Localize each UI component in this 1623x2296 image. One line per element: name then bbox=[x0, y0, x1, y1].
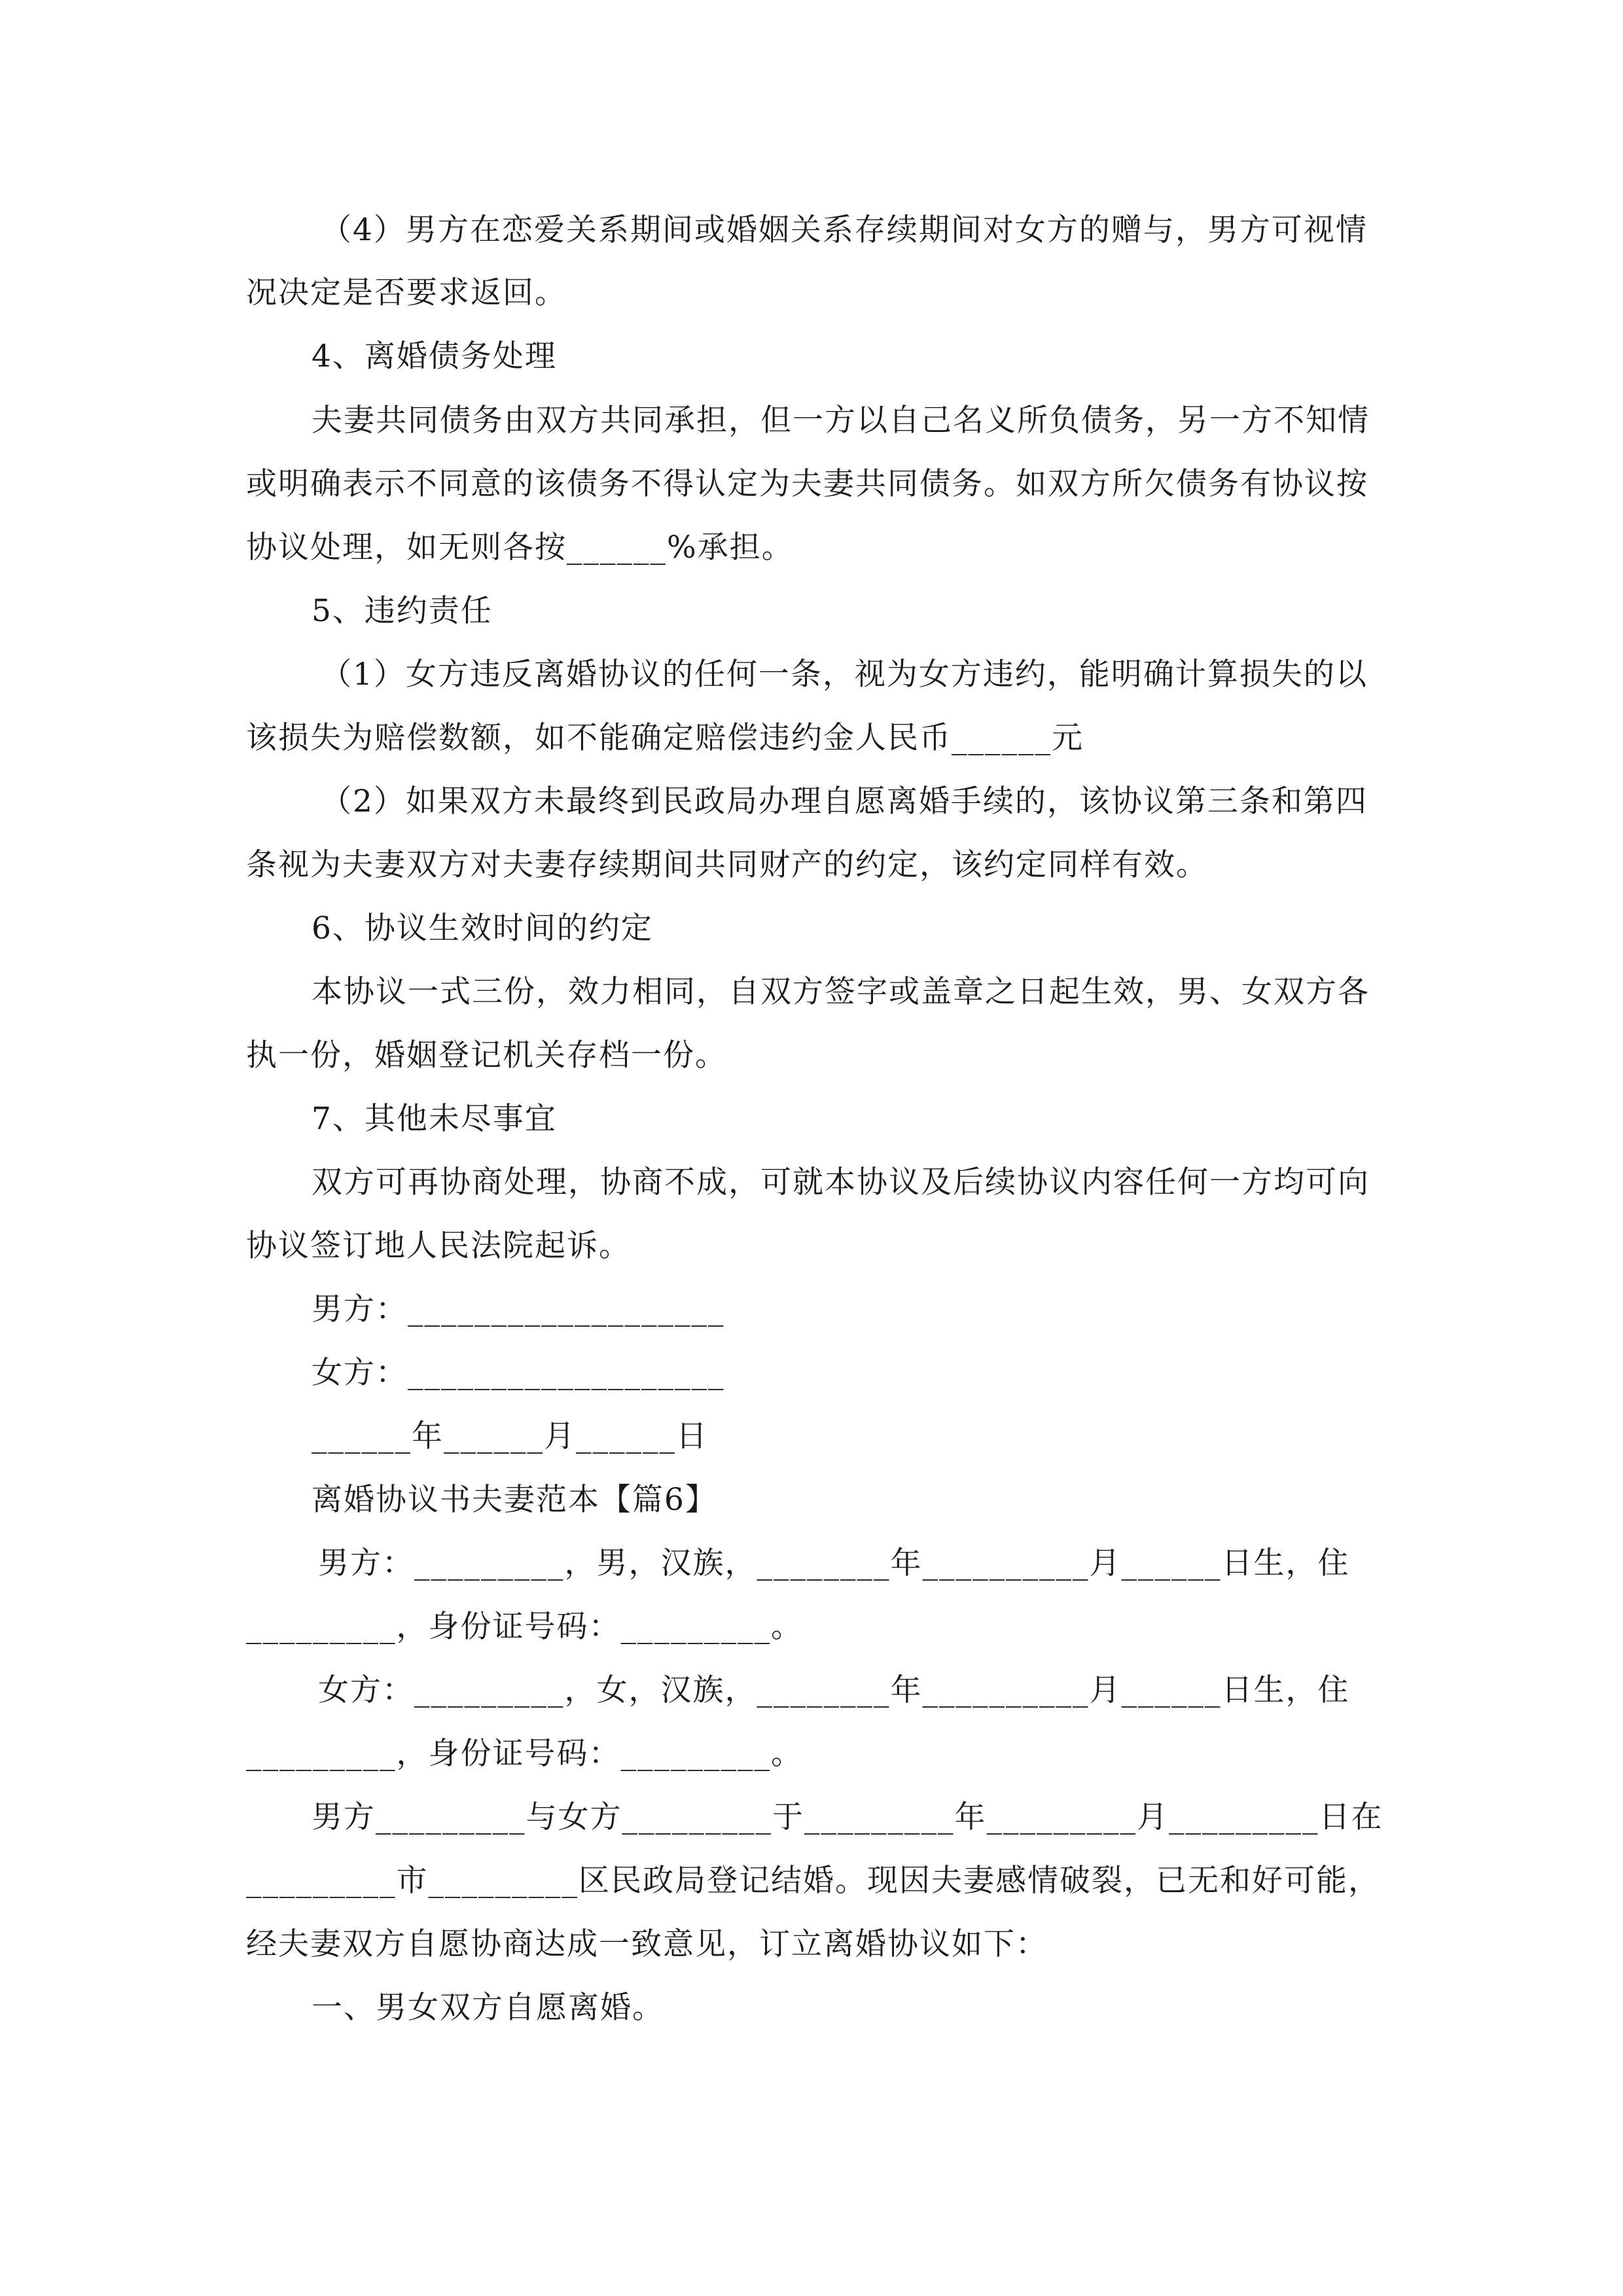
paragraph-line: 协议签订地人民法院起诉。 bbox=[246, 1228, 631, 1264]
paragraph-line: 协议处理，如无则各按______%承担。 bbox=[246, 529, 794, 565]
paragraph-line: 男方_________与女方_________于_________年_________月_________日在 bbox=[312, 1799, 1383, 1835]
paragraph-line: 或明确表示不同意的该债务不得认定为夫妻共同债务。如双方所欠债务有协议按 bbox=[246, 466, 1368, 502]
paragraph-line: 双方可再协商处理，协商不成，可就本协议及后续协议内容任何一方均可向 bbox=[312, 1164, 1370, 1200]
paragraph-line: （2）如果双方未最终到民政局办理自愿离婚手续的，该协议第三条和第四 bbox=[321, 783, 1368, 819]
paragraph-line: 女方：_________，女，汉族，________年__________月______日生，住 bbox=[318, 1672, 1350, 1708]
paragraph-line: 男方：_________，男，汉族，________年__________月______日生，住 bbox=[318, 1545, 1350, 1581]
paragraph-line: 条视为夫妻双方对夫妻存续期间共同财产的约定，该约定同样有效。 bbox=[246, 847, 1208, 883]
paragraph-line: _________市_________区民政局登记结婚。现因夫妻感情破裂，已无和好可能， bbox=[246, 1863, 1380, 1899]
paragraph-line: 该损失为赔偿数额，如不能确定赔偿违约金人民币______元 bbox=[246, 720, 1084, 756]
paragraph-line: 况决定是否要求返回。 bbox=[246, 275, 567, 311]
paragraph-line: 本协议一式三份，效力相同，自双方签字或盖章之日起生效，男、女双方各 bbox=[312, 974, 1370, 1010]
paragraph-line: 一、男女双方自愿离婚。 bbox=[312, 1990, 664, 2026]
section-heading: 5、违约责任 bbox=[312, 593, 493, 629]
section-heading: 4、离婚债务处理 bbox=[312, 338, 557, 374]
paragraph-line: （4）男方在恋爱关系期间或婚姻关系存续期间对女方的赠与，男方可视情 bbox=[321, 212, 1368, 248]
section-heading: 7、其他未尽事宜 bbox=[312, 1101, 557, 1137]
signature-line-male: 男方：___________________ bbox=[312, 1291, 725, 1327]
date-line: ______年______月______日 bbox=[312, 1418, 708, 1454]
section-heading: 6、协议生效时间的约定 bbox=[312, 910, 653, 946]
paragraph-line: _________，身份证号码：_________。 bbox=[246, 1609, 803, 1645]
paragraph-line: 夫妻共同债务由双方共同承担，但一方以自己名义所负债务，另一方不知情 bbox=[312, 403, 1370, 439]
template-title: 离婚协议书夫妻范本【篇6】 bbox=[312, 1482, 717, 1518]
paragraph-line: _________，身份证号码：_________。 bbox=[246, 1736, 803, 1772]
paragraph-line: 执一份，婚姻登记机关存档一份。 bbox=[246, 1037, 727, 1073]
paragraph-line: 经夫妻双方自愿协商达成一致意见，订立离婚协议如下： bbox=[246, 1926, 1048, 1962]
paragraph-line: （1）女方违反离婚协议的任何一条，视为女方违约，能明确计算损失的以 bbox=[321, 656, 1368, 692]
signature-line-female: 女方：___________________ bbox=[312, 1355, 725, 1391]
